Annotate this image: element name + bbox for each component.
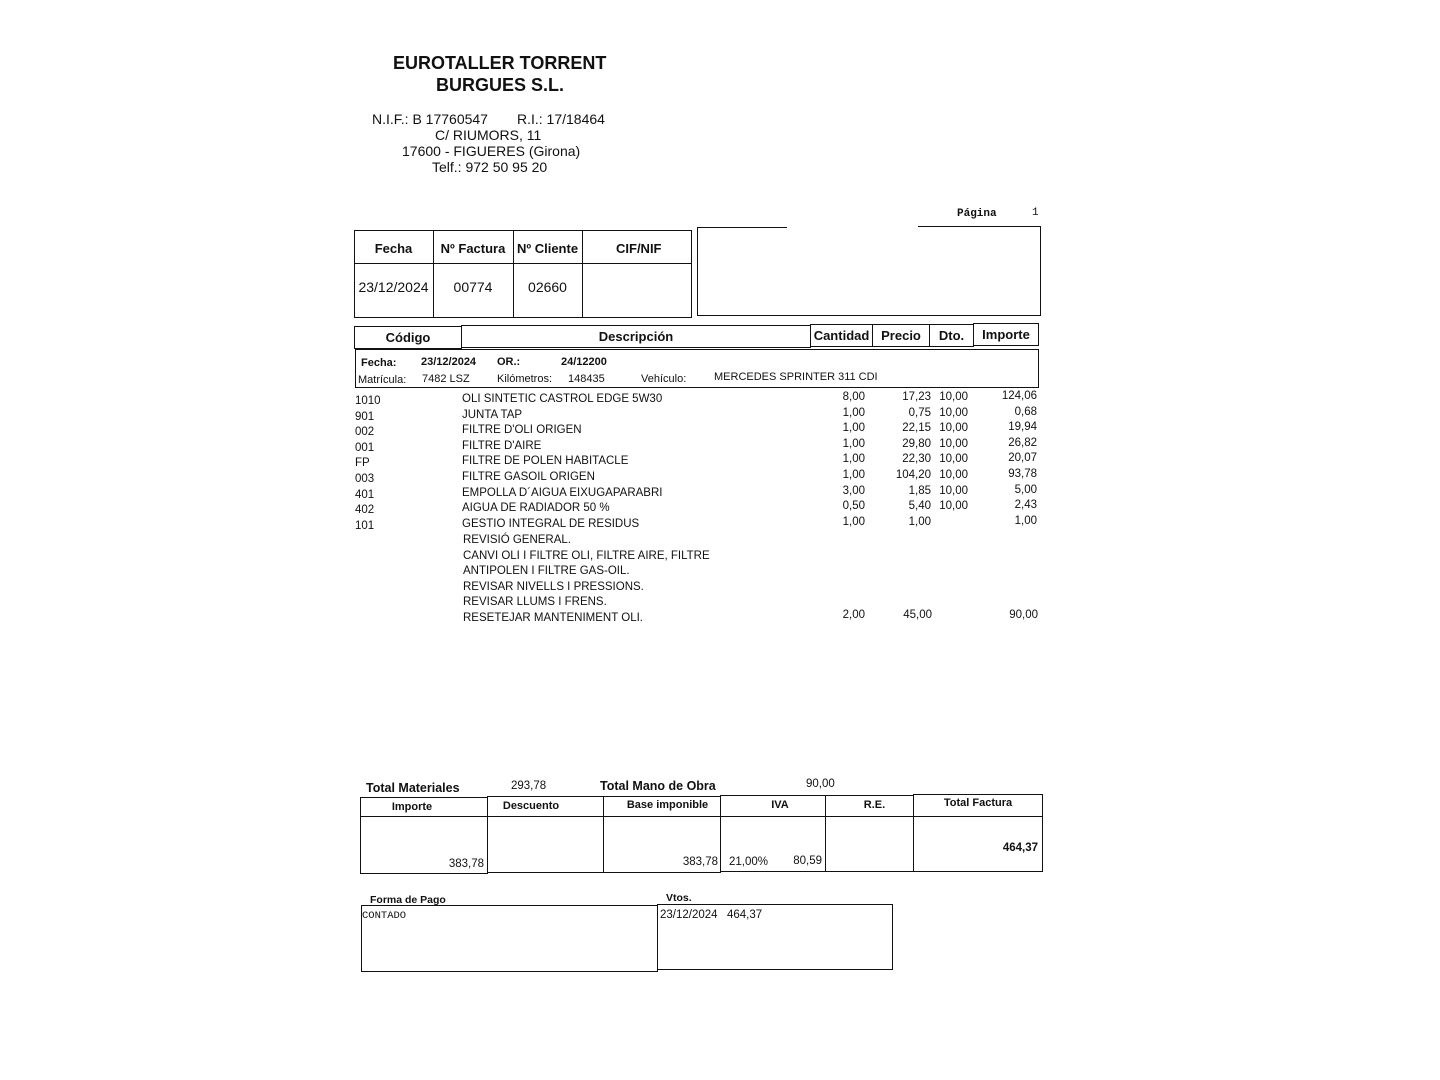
item-descripcion: FILTRE D'AIRE <box>462 440 542 452</box>
item-codigo: 001 <box>355 442 375 454</box>
item-cantidad: 1,00 <box>842 407 865 419</box>
company-city: 17600 - FIGUERES (Girona) <box>402 143 581 159</box>
item-precio: 1,00 <box>908 516 931 528</box>
cliente-value: 02660 <box>528 279 567 295</box>
total-materiales: 293,78 <box>511 780 547 792</box>
company-address: C/ RIUMORS, 11 <box>435 127 542 143</box>
factura-value: 00774 <box>453 279 493 295</box>
vto-amount: 464,37 <box>727 909 763 921</box>
iva-amount: 80,59 <box>793 855 822 867</box>
item-precio: 0,75 <box>908 407 931 419</box>
item-precio: 17,23 <box>902 391 931 403</box>
total-factura-label: Total Factura <box>943 797 1013 809</box>
iva-pct: 21,00% <box>729 856 769 868</box>
item-dto: 10,00 <box>939 500 968 512</box>
item-cantidad: 0,50 <box>842 500 865 512</box>
importe-label: Importe <box>391 801 433 813</box>
fecha-value: 23/12/2024 <box>358 279 429 295</box>
item-codigo: 1010 <box>355 395 381 407</box>
labour-line: REVISIÓ GENERAL. <box>463 534 572 546</box>
company-ri: R.I.: 17/18464 <box>517 111 605 127</box>
col-cantidad: Cantidad <box>813 328 870 343</box>
item-dto: 10,00 <box>939 438 968 450</box>
item-codigo: 402 <box>355 504 375 516</box>
total-factura: 464,37 <box>1002 842 1038 854</box>
item-dto: 10,00 <box>939 422 968 434</box>
company-phone: Telf.: 972 50 95 20 <box>432 159 548 175</box>
page-label: Página <box>957 208 997 220</box>
cif-label: CIF/NIF <box>616 241 662 253</box>
page-number: 1 <box>1032 207 1039 219</box>
item-cantidad: 3,00 <box>842 485 865 497</box>
labour-line: ANTIPOLEN I FILTRE GAS-OIL. <box>463 565 630 577</box>
order-fecha-label: Fecha: <box>361 357 397 369</box>
item-dto: 10,00 <box>939 453 968 465</box>
fecha-label: Fecha <box>374 241 413 256</box>
vtos-label: Vtos. <box>666 892 692 904</box>
item-importe: 19,94 <box>1008 421 1037 433</box>
item-descripcion: AIGUA DE RADIADOR 50 % <box>462 502 610 514</box>
item-precio: 22,30 <box>902 453 931 465</box>
item-descripcion: FILTRE D'OLI ORIGEN <box>462 424 582 436</box>
item-importe: 5,00 <box>1014 484 1037 496</box>
item-dto: 10,00 <box>939 391 968 403</box>
col-precio: Precio <box>881 328 921 343</box>
forma-pago-value: CONTADO <box>362 910 407 922</box>
item-cantidad: 1,00 <box>842 438 865 450</box>
total-materiales-label: Total Materiales <box>366 781 460 795</box>
item-cantidad: 1,00 <box>842 422 865 434</box>
labour-importe: 90,00 <box>1009 609 1038 621</box>
item-importe: 1,00 <box>1014 515 1037 527</box>
item-cantidad: 1,00 <box>842 453 865 465</box>
base-value: 383,78 <box>682 856 718 868</box>
item-importe: 93,78 <box>1008 468 1037 480</box>
importe-value: 383,78 <box>448 858 484 870</box>
item-importe: 2,43 <box>1014 499 1037 511</box>
order-vehiculo: MERCEDES SPRINTER 311 CDI <box>714 371 878 383</box>
forma-pago-label: Forma de Pago <box>370 894 446 906</box>
total-mano-obra: 90,00 <box>806 778 835 790</box>
item-importe: 26,82 <box>1008 437 1037 449</box>
item-importe: 124,06 <box>1001 390 1037 402</box>
order-or-label: OR.: <box>497 356 521 368</box>
item-codigo: 901 <box>355 411 375 423</box>
order-vehiculo-label: Vehículo: <box>641 373 687 385</box>
vto-date: 23/12/2024 <box>660 909 718 921</box>
item-dto: 10,00 <box>939 469 968 481</box>
order-matricula-label: Matrícula: <box>358 374 407 386</box>
col-codigo: Código <box>385 330 431 345</box>
labour-line: REVISAR LLUMS I FRENS. <box>463 596 607 608</box>
item-precio: 104,20 <box>895 469 931 481</box>
factura-label: Nº Factura <box>440 241 506 256</box>
item-codigo: 101 <box>355 520 375 532</box>
item-precio: 5,40 <box>908 500 931 512</box>
item-descripcion: JUNTA TAP <box>462 409 523 421</box>
descuento-label: Descuento <box>502 800 560 812</box>
order-km: 148435 <box>568 373 605 385</box>
item-descripcion: GESTIO INTEGRAL DE RESIDUS <box>462 518 640 530</box>
item-descripcion: FILTRE DE POLEN HABITACLE <box>462 455 629 467</box>
item-precio: 1,85 <box>908 485 931 497</box>
labour-line: CANVI OLI I FILTRE OLI, FILTRE AIRE, FILTRE <box>463 550 710 562</box>
labour-cantidad: 2,00 <box>842 609 865 621</box>
item-cantidad: 8,00 <box>842 391 865 403</box>
item-descripcion: OLI SINTETIC CASTROL EDGE 5W30 <box>462 393 663 405</box>
item-codigo: 401 <box>355 489 375 501</box>
labour-line: REVISAR NIVELLS I PRESSIONS. <box>463 581 644 593</box>
order-or: 24/12200 <box>561 356 607 368</box>
col-importe: Importe <box>982 327 1030 342</box>
item-cantidad: 1,00 <box>842 469 865 481</box>
item-precio: 29,80 <box>902 438 931 450</box>
re-label: R.E. <box>863 799 886 811</box>
base-label: Base imponible <box>626 799 709 811</box>
total-mano-obra-label: Total Mano de Obra <box>600 779 716 793</box>
item-codigo: 002 <box>355 426 375 438</box>
col-dto: Dto. <box>938 328 965 343</box>
company-name-line2: BURGUES S.L. <box>436 75 565 95</box>
item-codigo: 003 <box>355 473 375 485</box>
item-importe: 0,68 <box>1014 406 1037 418</box>
item-cantidad: 1,00 <box>842 516 865 528</box>
item-dto: 10,00 <box>939 407 968 419</box>
order-matricula: 7482 LSZ <box>422 373 470 385</box>
item-descripcion: EMPOLLA D´AIGUA EIXUGAPARABRI <box>462 487 663 499</box>
item-codigo: FP <box>355 457 370 469</box>
item-importe: 20,07 <box>1008 452 1037 464</box>
item-precio: 22,15 <box>902 422 931 434</box>
labour-precio: 45,00 <box>903 609 932 621</box>
col-descripcion: Descripción <box>598 329 674 344</box>
company-name-line1: EUROTALLER TORRENT <box>393 53 607 73</box>
order-fecha: 23/12/2024 <box>421 356 477 368</box>
company-nif: N.I.F.: B 17760547 <box>372 111 488 127</box>
order-km-label: Kilómetros: <box>497 373 553 385</box>
cliente-label: Nº Cliente <box>516 241 579 256</box>
iva-label: IVA <box>771 799 789 811</box>
item-dto: 10,00 <box>939 485 968 497</box>
item-descripcion: FILTRE GASOIL ORIGEN <box>462 471 595 483</box>
labour-line: RESETEJAR MANTENIMENT OLI. <box>463 612 643 624</box>
